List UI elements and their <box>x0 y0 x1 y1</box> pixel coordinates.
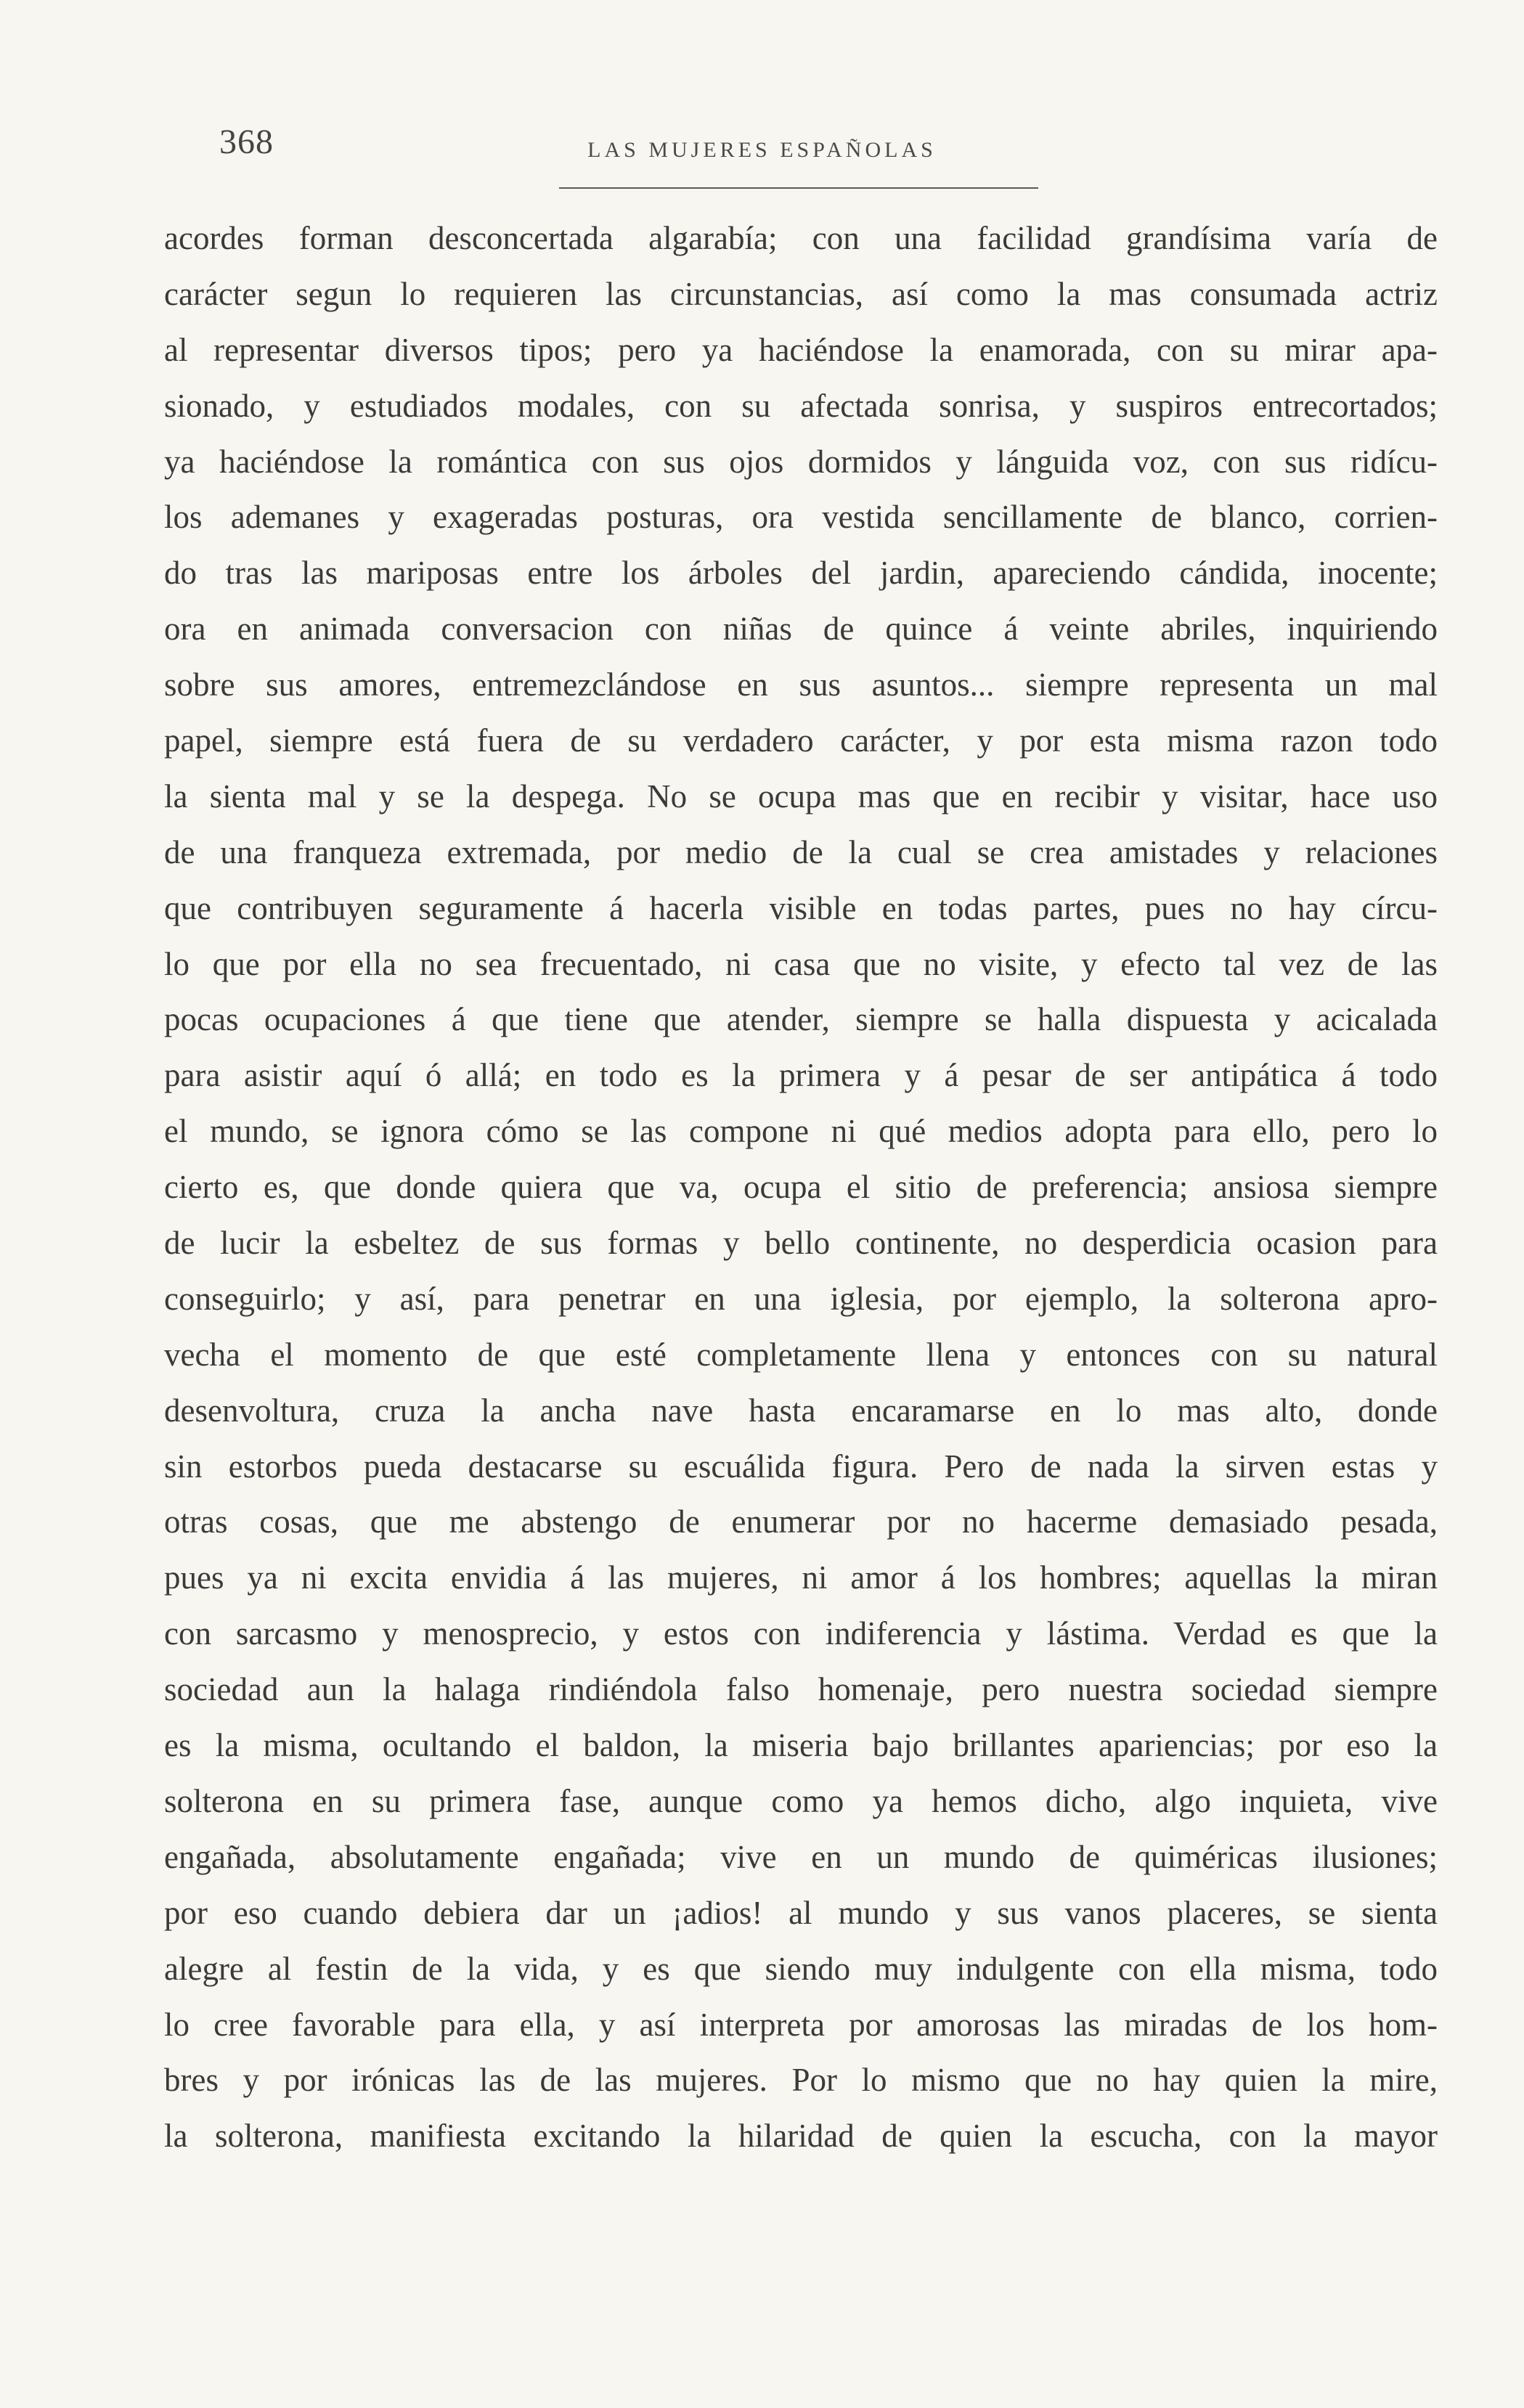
text-line: ora en animada conversacion con niñas de quince á veinte abriles, inquiriendo <box>164 611 1438 648</box>
text-line: desenvoltura, cruza la ancha nave hasta encaramarse en lo mas alto, donde <box>164 1392 1438 1429</box>
text-line: sobre sus amores, entremezclándose en sus asuntos... siempre representa un mal <box>164 666 1438 703</box>
text-line: por eso cuando debiera dar un ¡adios! al mundo y sus vanos placeres, se sienta <box>164 1894 1438 1931</box>
text-line: para asistir aquí ó allá; en todo es la primera y á pesar de ser antipática á todo <box>164 1057 1438 1094</box>
text-line: ya haciéndose la romántica con sus ojos dormidos y lánguida voz, con sus ridícu- <box>164 443 1438 480</box>
text-line: conseguirlo; y así, para penetrar en una iglesia, por ejemplo, la solterona apro- <box>164 1280 1438 1317</box>
text-line: pues ya ni excita envidia á las mujeres, ni amor á los hombres; aquellas la miran <box>164 1559 1438 1596</box>
text-line: cierto es, que donde quiera que va, ocupa el sitio de preferencia; ansiosa siempre <box>164 1169 1438 1206</box>
text-line: alegre al festin de la vida, y es que siendo muy indulgente con ella misma, todo <box>164 1950 1438 1987</box>
text-line: otras cosas, que me abstengo de enumerar por no hacerme demasiado pesada, <box>164 1503 1438 1540</box>
text-line: de una franqueza extremada, por medio de la cual se crea amistades y relaciones <box>164 833 1438 870</box>
text-line: lo cree favorable para ella, y así interpreta por amorosas las miradas de los hom- <box>164 2006 1438 2043</box>
text-line: do tras las mariposas entre los árboles del jardin, apareciendo cándida, inocente; <box>164 555 1438 592</box>
text-line: sionado, y estudiados modales, con su afectada sonrisa, y suspiros entrecortados; <box>164 387 1438 424</box>
text-line: carácter segun lo requieren las circunstancias, así como la mas consumada actriz <box>164 275 1438 312</box>
text-line: pocas ocupaciones á que tiene que atender, siempre se halla dispuesta y acicalada <box>164 1001 1438 1038</box>
text-line: al representar diversos tipos; pero ya haciéndose la enamorada, con su mirar apa- <box>164 331 1438 368</box>
text-line: de lucir la esbeltez de sus formas y bello continente, no desperdicia ocasion para <box>164 1225 1438 1262</box>
text-line: la solterona, manifiesta excitando la hilaridad de quien la escucha, con la mayor <box>164 2118 1438 2155</box>
text-line: papel, siempre está fuera de su verdadero carácter, y por esta misma razon todo <box>164 722 1438 759</box>
text-line: la sienta mal y se la despega. No se ocupa mas que en recibir y visitar, hace uso <box>164 778 1438 815</box>
text-line: con sarcasmo y menosprecio, y estos con indiferencia y lástima. Verdad es que la <box>164 1615 1438 1652</box>
text-line: acordes forman desconcertada algarabía; con una facilidad grandísima varía de <box>164 220 1438 256</box>
text-line: sociedad aun la halaga rindiéndola falso homenaje, pero nuestra sociedad siempre <box>164 1671 1438 1708</box>
body-text <box>164 211 1438 2164</box>
text-line: que contribuyen seguramente á hacerla visible en todas partes, pues no hay círcu- <box>164 889 1438 926</box>
text-line: sin estorbos pueda destacarse su escuálida figura. Pero de nada la sirven estas y <box>164 1448 1438 1485</box>
page-number: 368 <box>219 123 274 161</box>
running-title: LAS MUJERES ESPAÑOLAS <box>587 138 937 162</box>
text-line: vecha el momento de que esté completamente llena y entonces con su natural <box>164 1336 1438 1373</box>
text-line: los ademanes y exageradas posturas, ora vestida sencillamente de blanco, corrien- <box>164 499 1438 536</box>
text-line: solterona en su primera fase, aunque como ya hemos dicho, algo inquieta, vive <box>164 1782 1438 1819</box>
text-line: bres y por irónicas las de las mujeres. Por lo mismo que no hay quien la mire, <box>164 2062 1438 2099</box>
text-line: lo que por ella no sea frecuentado, ni casa que no visite, y efecto tal vez de las <box>164 945 1438 982</box>
text-line: es la misma, ocultando el baldon, la miseria bajo brillantes apariencias; por eso la <box>164 1727 1438 1764</box>
text-line: el mundo, se ignora cómo se las compone ni qué medios adopta para ello, pero lo <box>164 1113 1438 1150</box>
header-rule <box>559 187 1038 189</box>
text-line: engañada, absolutamente engañada; vive en un mundo de quiméricas ilusiones; <box>164 1838 1438 1875</box>
